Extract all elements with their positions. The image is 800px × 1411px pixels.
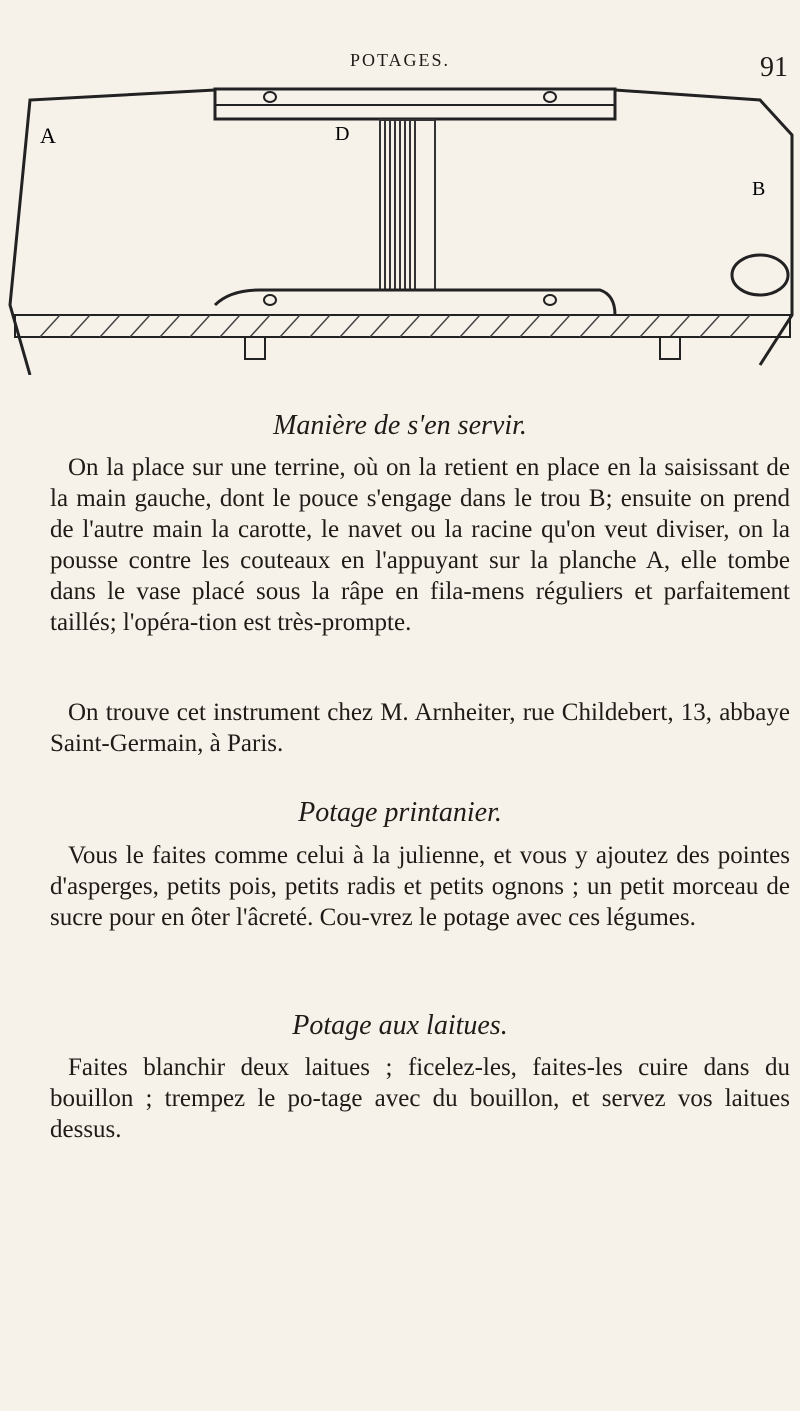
thumb-hole-b <box>732 255 788 295</box>
running-head: POTAGES. <box>349 50 451 70</box>
paragraph-laitues: Faites blanchir deux laitues ; ficelez-les, faites-les cuire dans du bouillon ; trempez le po-tage avec du bouillon, et servez vos laitues dessus. <box>50 1054 790 1143</box>
foot-right <box>660 337 680 359</box>
section-title-laitues: Potage aux laitues. <box>292 1010 508 1041</box>
section-title-maniere: Manière de s'en servir. <box>273 410 527 441</box>
page-number: 91 <box>760 52 788 83</box>
label-a: A <box>40 123 56 148</box>
paragraph-supplier: On trouve cet instrument chez M. Arnheiter, rue Childebert, 13, abbaye Saint-Germain, à Paris. <box>50 699 790 757</box>
foot-left <box>245 337 265 359</box>
section-title-printanier: Potage printanier. <box>298 797 502 828</box>
paragraph-printanier: Vous le faites comme celui à la julienne, et vous y ajoutez des pointes d'asperges, petits pois, petits radis et petits ognons ; un petit morceau de sucre pour en ôter l'âcreté. Cou-vrez le potage avec ces légumes. <box>50 842 790 931</box>
blades <box>380 120 435 290</box>
right-wing <box>615 90 792 365</box>
grater-illustration <box>0 75 800 375</box>
label-d: D <box>335 123 350 145</box>
label-b: B <box>752 178 766 200</box>
paragraph-usage: On la place sur une terrine, où on la retient en place en la saisissant de la main gauche, dont le pouce s'engage dans le trou B; ensuite on prend de l'autre main la carotte, le navet ou la racine qu'on veut diviser, on la pousse contre les couteaux en l'appuyant sur la planche A, elle tombe dans le vase placé sous la râpe en fila-mens réguliers et parfaitement taillés; l'opéra-tion est très-prompte. <box>50 454 790 636</box>
